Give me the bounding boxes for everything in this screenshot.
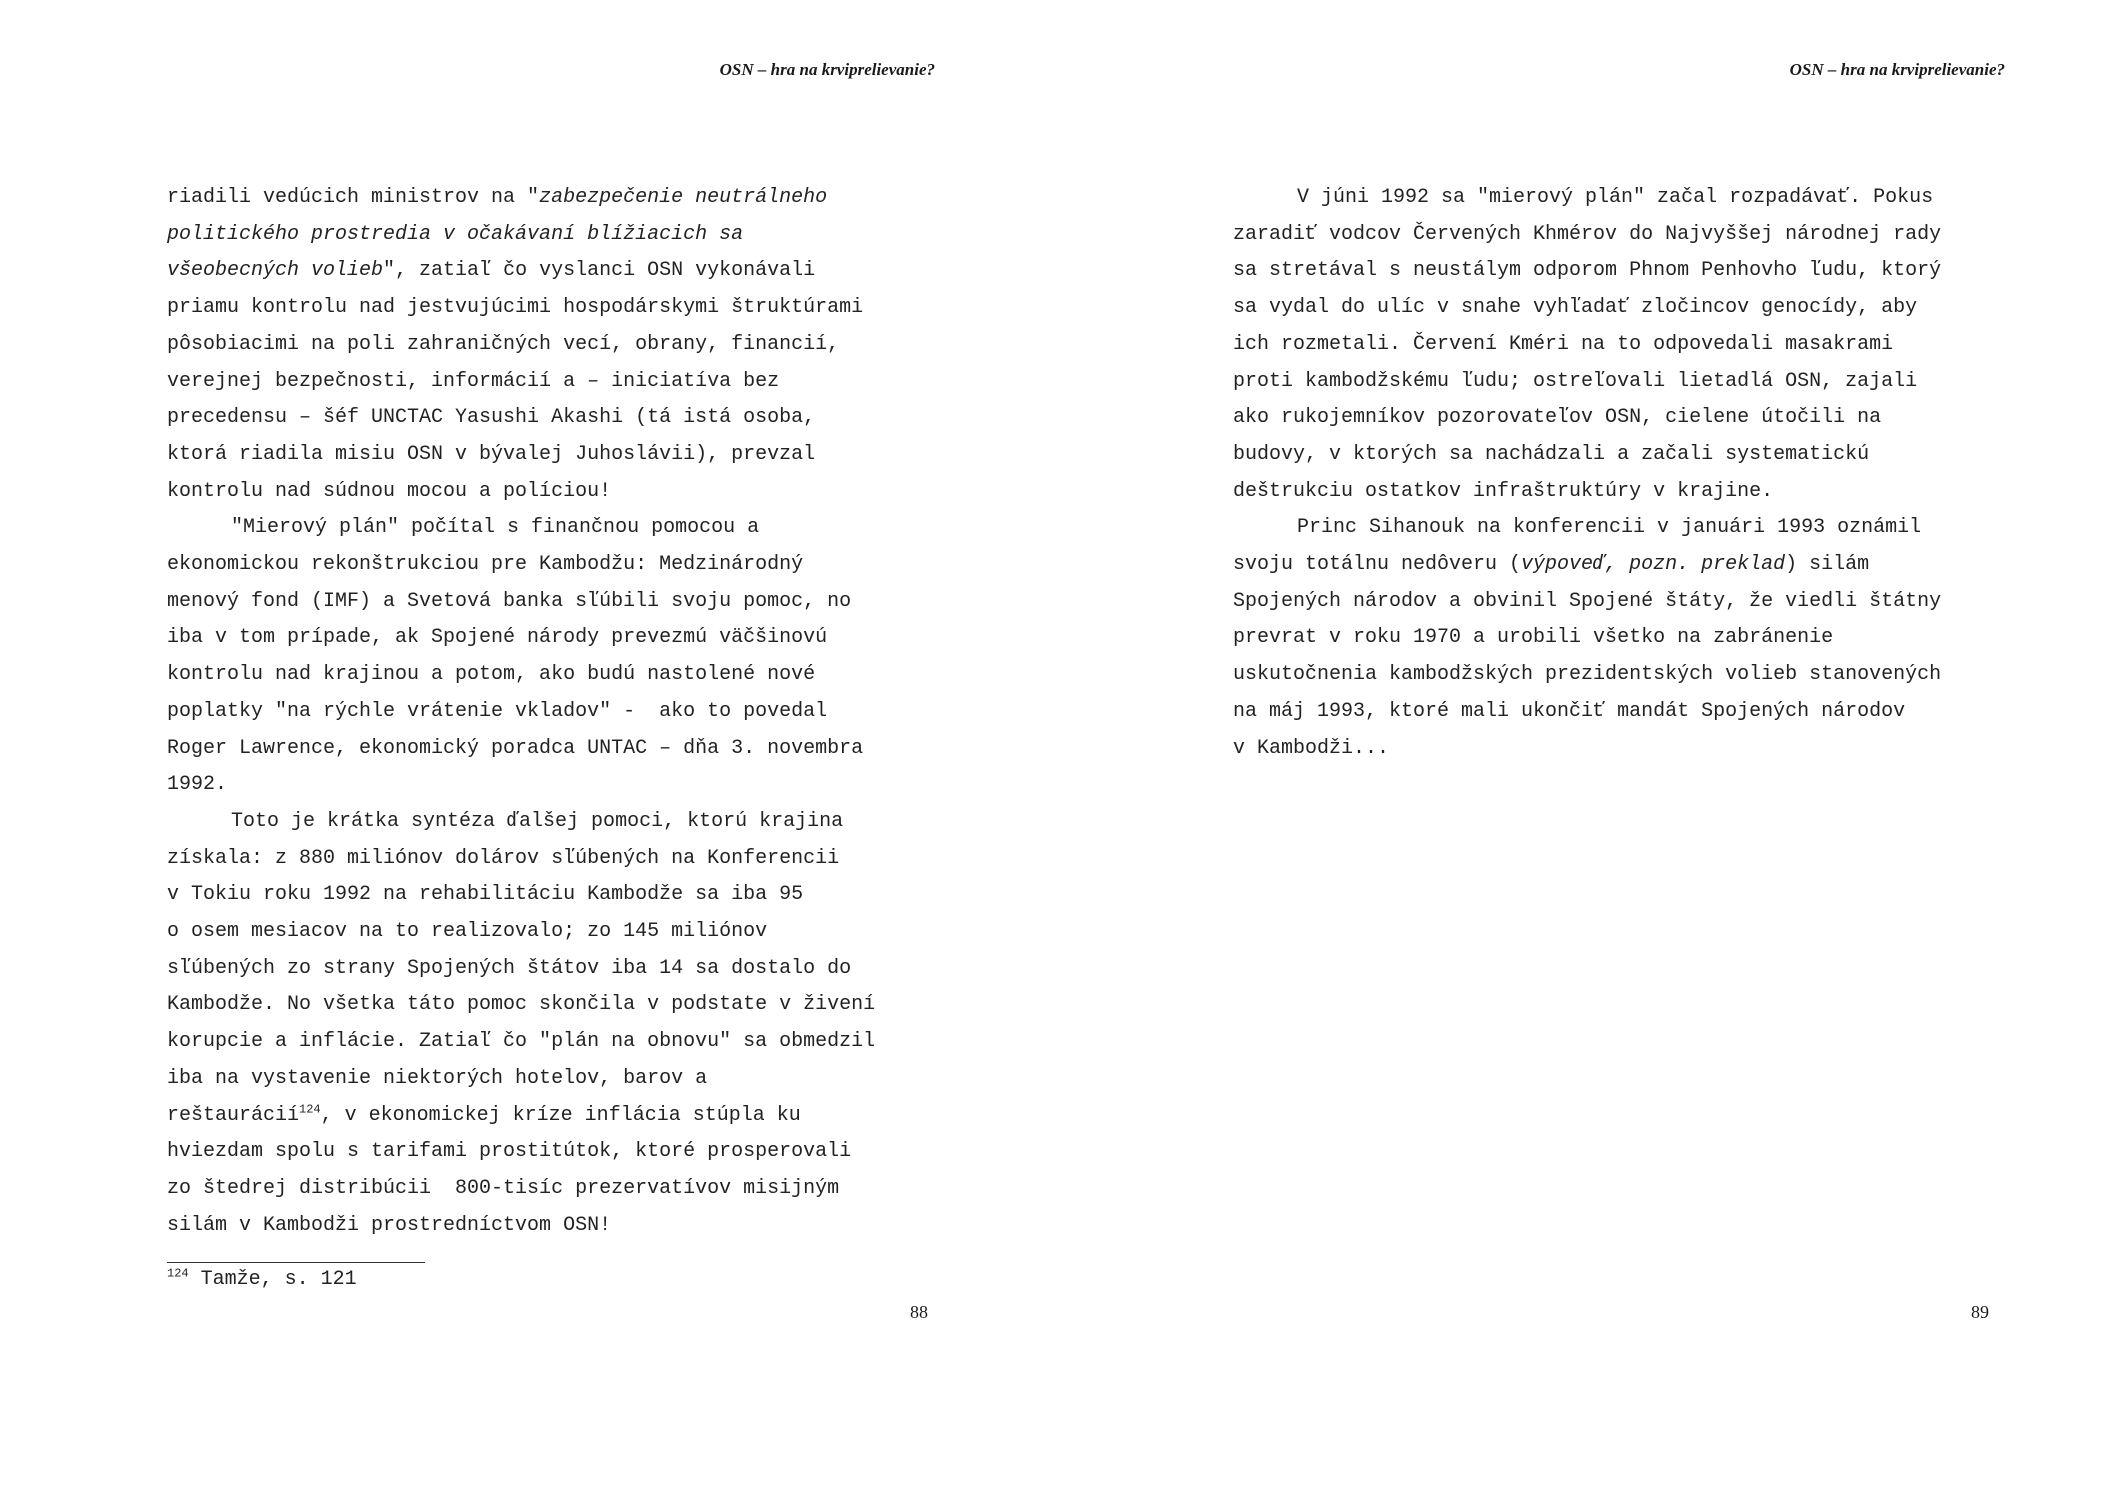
text-line (167, 510, 927, 547)
text-segment: svoju totálnu nedôveru ( (1233, 553, 1522, 577)
text-segment: uskutočnenia kambodžských prezidentských volieb stanovených (1233, 663, 1942, 687)
text-line (167, 731, 927, 768)
text-line (167, 841, 927, 878)
text-segment: ich rozmetali. Červení Kméri na to odpovedali masakrami (1233, 332, 1894, 356)
text-segment: priamu kontrolu nad jestvujúcimi hospodárskymi štruktúrami (167, 296, 864, 320)
text-segment: v Kambodži... (1233, 736, 1390, 760)
text-line (167, 253, 927, 290)
text-line (1233, 731, 2013, 768)
text-segment: budovy, v ktorých sa nachádzali a začali systematickú (1233, 442, 1870, 466)
text-segment: Kambodže. No všetka táto pomoc skončila v podstate v živení (167, 993, 876, 1017)
text-segment: iba na vystavenie niektorých hotelov, barov a (167, 1066, 708, 1090)
text-line (167, 657, 927, 694)
text-segment: V júni 1992 sa "mierový plán" začal rozpadávať. Pokus (1297, 186, 1934, 209)
text-line (167, 1208, 927, 1245)
text-line (167, 547, 927, 584)
text-line (167, 1061, 927, 1098)
text-line (167, 437, 927, 474)
text-segment: na máj 1993, ktoré mali ukončiť mandát Spojených národov (1233, 699, 1906, 723)
footnote-ref: 124 (299, 1101, 321, 1116)
text-segment: iba v tom prípade, ak Spojené národy prevezmú väčšinovú (167, 626, 828, 650)
text-segment: sa vydal do ulíc v snahe vyhľadať zločincov genocídy, aby (1233, 296, 1918, 320)
text-segment: "Mierový plán" počítal s finančnou pomocou a (231, 516, 760, 540)
text-line (1233, 620, 2013, 657)
text-segment: menový fond (IMF) a Svetová banka sľúbili svoju pomoc, no (167, 589, 852, 613)
text-segment: 1992. (167, 773, 228, 797)
text-segment: ", zatiaľ čo vyslanci OSN vykonávali (383, 259, 816, 283)
text-line (167, 987, 927, 1024)
text-segment: zabezpečenie neutrálneho (539, 186, 828, 209)
text-segment: proti kambodžskému ľudu; ostreľovali lietadlá OSN, zajali (1233, 369, 1918, 393)
text-line (167, 951, 927, 988)
text-line (1233, 327, 2013, 364)
text-line (1233, 584, 2013, 621)
body-text (1233, 180, 2013, 767)
text-line (167, 877, 927, 914)
text-segment: ako rukojemníkov pozorovateľov OSN, cielene útočili na (1233, 406, 1882, 430)
text-segment: silám v Kambodži prostredníctvom OSN! (167, 1213, 612, 1237)
text-line (1233, 364, 2013, 401)
text-segment: hviezdam spolu s tarifami prostitútok, ktoré prosperovali (167, 1140, 852, 1164)
text-segment: Princ Sihanouk na konferencii v januári 1993 oznámil (1297, 516, 1922, 540)
text-line (167, 584, 927, 621)
text-segment: Spojených národov a obvinil Spojené štáty, že viedli štátny (1233, 589, 1942, 613)
text-segment: kontrolu nad súdnou mocou a políciou! (167, 479, 612, 503)
running-header: OSN – hra na krviprelievanie? (1789, 60, 2005, 79)
text-line (167, 914, 927, 951)
text-segment: verejnej bezpečnosti, informácií a – iniciatíva bez (167, 369, 780, 393)
text-segment: deštrukciu ostatkov infraštruktúry v krajine. (1233, 479, 1774, 503)
text-segment: pôsobiacimi na poli zahraničných vecí, obrany, financií, (167, 332, 840, 356)
text-segment: prevrat v roku 1970 a urobili všetko na zabránenie (1233, 626, 1834, 650)
text-segment: ktorá riadila misiu OSN v bývalej Juhoslávii), prevzal (167, 442, 816, 466)
text-segment: výpoveď, pozn. preklad (1521, 553, 1786, 577)
text-segment: sa stretával s neustálym odporom Phnom Penhovho ľudu, ktorý (1233, 259, 1942, 283)
text-segment: precedensu – šéf UNCTAC Yasushi Akashi (tá istá osoba, (167, 406, 816, 430)
text-line (1233, 657, 2013, 694)
text-segment: sľúbených zo strany Spojených štátov iba 14 sa dostalo do (167, 956, 852, 980)
text-line (1233, 253, 2013, 290)
text-line (1233, 180, 2013, 217)
text-segment: získala: z 880 miliónov dolárov sľúbených na Konferencii (167, 846, 840, 870)
text-line (167, 1098, 927, 1135)
text-line (1233, 437, 2013, 474)
text-segment: zaradiť vodcov Červených Khmérov do Najvyššej národnej rady (1233, 222, 1942, 246)
text-segment: o osem mesiacov na to realizovalo; zo 145 miliónov (167, 920, 768, 944)
text-line (1233, 474, 2013, 511)
text-line (167, 290, 927, 327)
page-number: 89 (1971, 1302, 1989, 1322)
text-segment: riadili vedúcich ministrov na " (167, 186, 540, 209)
text-line (1233, 217, 2013, 254)
text-line (1233, 694, 2013, 731)
text-segment: politického prostredia v očakávaní blížiacich sa (167, 222, 744, 246)
text-line (167, 327, 927, 364)
text-line (167, 694, 927, 731)
footnote-number: 124 (167, 1266, 189, 1281)
text-line (167, 364, 927, 401)
text-line (1233, 547, 2013, 584)
text-line (167, 1024, 927, 1061)
text-segment: v Tokiu roku 1992 na rehabilitáciu Kambodže sa iba 95 (167, 883, 804, 907)
text-line (167, 217, 927, 254)
text-segment: ) silám (1785, 553, 1870, 577)
footnote-text: Tamže, s. 121 (188, 1268, 357, 1291)
text-line (167, 1134, 927, 1171)
text-line (167, 620, 927, 657)
footnote-divider (167, 1262, 425, 1263)
text-segment: kontrolu nad krajinou a potom, ako budú nastolené nové (167, 663, 816, 687)
body-text (167, 180, 927, 1244)
text-segment: ekonomickou rekonštrukciou pre Kambodžu: Medzinárodný (167, 553, 804, 577)
page-number: 88 (910, 1302, 928, 1322)
running-header: OSN – hra na krviprelievanie? (719, 60, 935, 79)
text-line (167, 804, 927, 841)
text-segment: Roger Lawrence, ekonomický poradca UNTAC – dňa 3. novembra (167, 736, 864, 760)
text-line (1233, 400, 2013, 437)
text-segment: Toto je krátka syntéza ďalšej pomoci, ktorú krajina (231, 809, 844, 833)
right-page (1060, 0, 2120, 1500)
text-segment: poplatky "na rýchle vrátenie vkladov" - ako to povedal (167, 699, 828, 723)
text-segment: všeobecných volieb (167, 259, 384, 283)
text-line (167, 400, 927, 437)
footnote (167, 1268, 357, 1291)
text-line (167, 180, 927, 217)
text-segment: zo štedrej distribúcii 800-tisíc prezervatívov misijným (167, 1176, 840, 1200)
text-line (167, 1171, 927, 1208)
text-line (1233, 290, 2013, 327)
text-line (167, 474, 927, 511)
text-line (167, 767, 927, 804)
text-segment: reštaurácií (167, 1103, 300, 1127)
text-segment: korupcie a inflácie. Zatiaľ čo "plán na obnovu" sa obmedzil (167, 1030, 876, 1054)
text-segment: , v ekonomickej kríze inflácia stúpla ku (320, 1103, 801, 1127)
text-line (1233, 510, 2013, 547)
